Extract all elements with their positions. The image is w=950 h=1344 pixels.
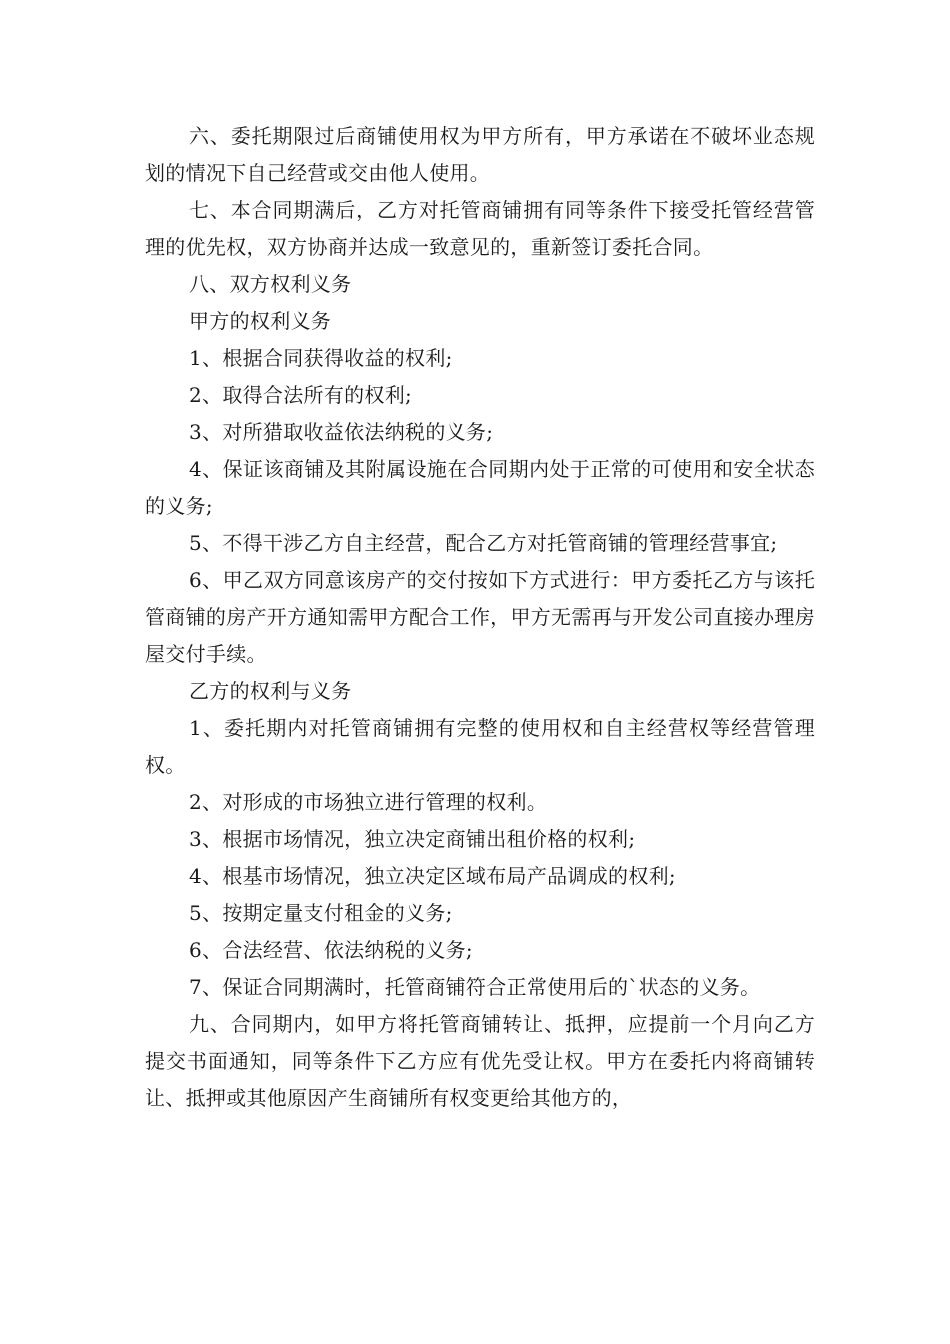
party-b-item-3: 3、根据市场情况，独立决定商铺出租价格的权利;: [189, 827, 636, 851]
heading-clause-8: 八、双方权利义务: [189, 272, 352, 296]
party-b-item-7: 7、保证合同期满时，托管商铺符合正常使用后的`状态的义务。: [189, 975, 761, 999]
party-b-item-1: 1、委托期内对托管商铺拥有完整的使用权和自主经营权等经营管理权。: [145, 716, 815, 777]
paragraph-clause-9: 九、合同期内，如甲方将托管商铺转让、抵押，应提前一个月向乙方提交书面通知，同等条件下乙方应有优先受让权。甲方在委托内将商铺转让、抵押或其他原因产生商铺所有权变更给其他方的，: [145, 1012, 815, 1110]
party-a-item-6: 6、甲乙双方同意该房产的交付按如下方式进行：甲方委托乙方与该托管商铺的房产开方通知需甲方配合工作，甲方无需再与开发公司直接办理房屋交付手续。: [145, 568, 815, 666]
party-a-item-1: 1、根据合同获得收益的权利;: [189, 346, 453, 370]
subheading-party-b: 乙方的权利与义务: [189, 679, 352, 703]
party-a-item-2: 2、取得合法所有的权利;: [189, 383, 413, 407]
party-a-item-3: 3、对所猎取收益依法纳税的义务;: [189, 420, 494, 444]
party-a-item-5: 5、不得干涉乙方自主经营，配合乙方对托管商铺的管理经营事宜;: [189, 531, 778, 555]
paragraph-clause-7: 七、本合同期满后，乙方对托管商铺拥有同等条件下接受托管经营管理的优先权，双方协商并达成一致意见的，重新签订委托合同。: [145, 198, 815, 259]
party-b-item-5: 5、按期定量支付租金的义务;: [189, 901, 453, 925]
paragraph-clause-6: 六、委托期限过后商铺使用权为甲方所有，甲方承诺在不破坏业态规划的情况下自己经营或交由他人使用。: [145, 124, 815, 185]
party-b-item-2: 2、对形成的市场独立进行管理的权利。: [189, 790, 548, 814]
party-b-item-4: 4、根基市场情况，独立决定区域布局产品调成的权利;: [189, 864, 676, 888]
subheading-party-a: 甲方的权利义务: [189, 309, 332, 333]
party-a-item-4: 4、保证该商铺及其附属设施在合同期内处于正常的可使用和安全状态的义务;: [145, 457, 815, 518]
party-b-item-6: 6、合法经营、依法纳税的义务;: [189, 938, 473, 962]
document-body: [145, 118, 815, 1117]
